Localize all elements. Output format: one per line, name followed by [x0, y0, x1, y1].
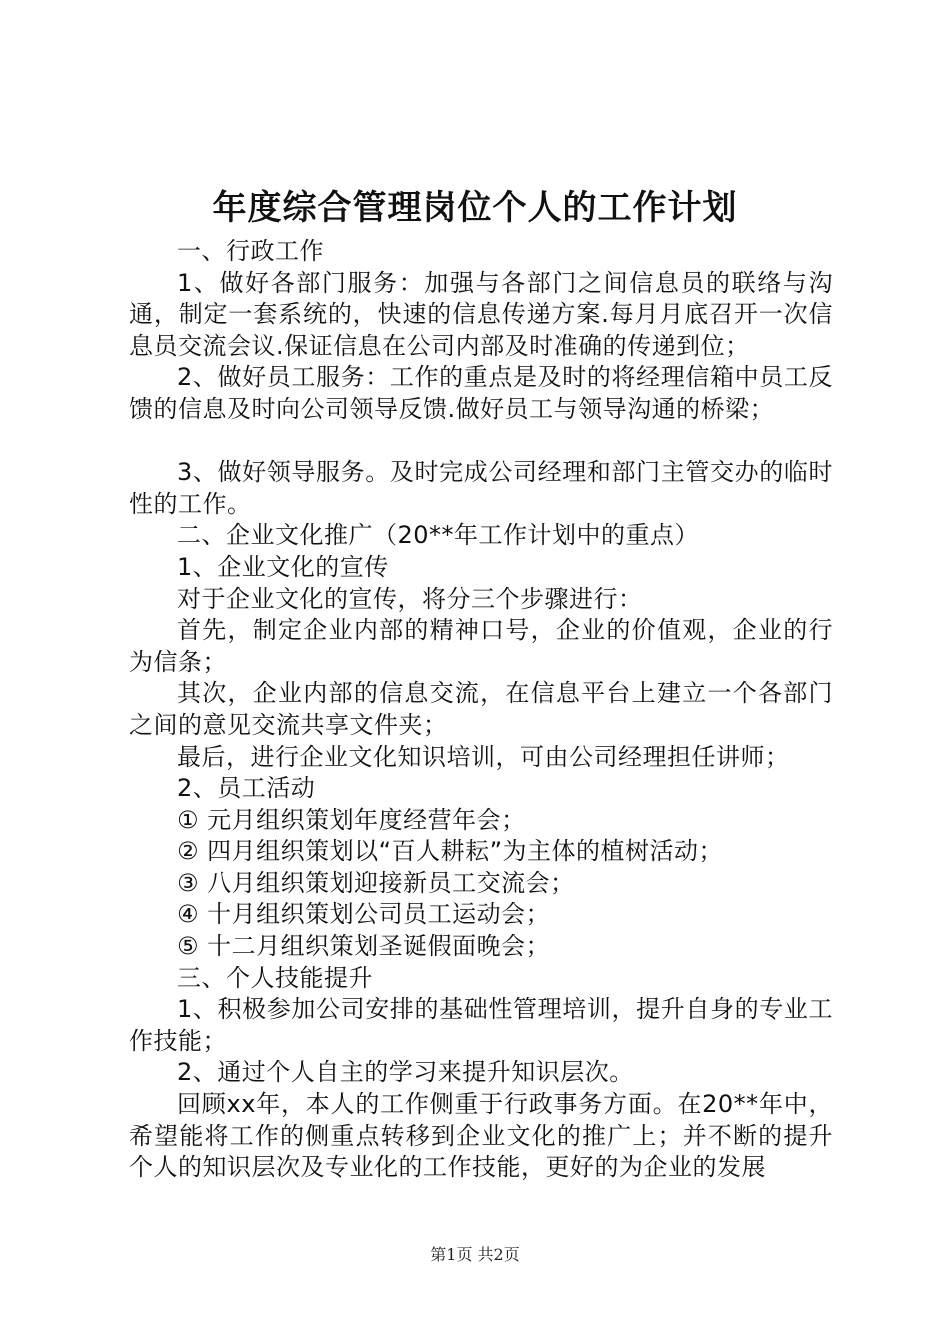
paragraph-step-first: 首先，制定企业内部的精神口号，企业的价值观，企业的行为信条；	[129, 616, 833, 676]
subheading-employee-activities: 2、员工活动	[177, 774, 316, 803]
page-footer: 第1页 共2页	[430, 1245, 520, 1264]
document-body	[129, 236, 833, 1184]
paragraph-leader-service: 3、做好领导服务。及时完成公司经理和部门主管交办的临时性的工作。	[129, 458, 833, 518]
document-title: 年度综合管理岗位个人的工作计划	[212, 188, 738, 228]
paragraph-review: 回顾xx年，本人的工作侧重于行政事务方面。在20**年中，希望能将工作的侧重点转移到企业文化的推广上；并不断的提升个人的知识层次及专业化的工作技能，更好的为企业的发展	[129, 1090, 833, 1182]
paragraph-three-steps: 对于企业文化的宣传，将分三个步骤进行：	[177, 584, 643, 613]
list-item-activity-december: ⑤ 十二月组织策划圣诞假面晚会；	[177, 932, 551, 961]
paragraph-self-study: 2、通过个人自主的学习来提升知识层次。	[177, 1058, 634, 1087]
section-heading-culture: 二、企业文化推广（20**年工作计划中的重点）	[177, 521, 700, 550]
list-item-activity-april: ② 四月组织策划以“百人耕耘”为主体的植树活动；	[177, 837, 724, 866]
paragraph-department-service: 1、做好各部门服务：加强与各部门之间信息员的联络与沟通，制定一套系统的，快速的信息传递方案.每月月底召开一次信息员交流会议.保证信息在公司内部及时准确的传递到位；	[129, 268, 833, 360]
paragraph-step-second: 其次，企业内部的信息交流，在信息平台上建立一个各部门之间的意见交流共享文件夹；	[129, 679, 833, 739]
list-item-activity-october: ④ 十月组织策划公司员工运动会；	[177, 900, 551, 929]
section-heading-skills: 三、个人技能提升	[177, 963, 373, 992]
list-item-activity-august: ③ 八月组织策划迎接新员工交流会；	[177, 868, 575, 897]
section-heading-admin: 一、行政工作	[177, 237, 324, 265]
paragraph-skill-training: 1、积极参加公司安排的基础性管理培训，提升自身的专业工作技能；	[129, 995, 833, 1055]
paragraph-step-last: 最后，进行企业文化知识培训，可由公司经理担任讲师；	[177, 742, 790, 771]
list-item-activity-january: ① 元月组织策划年度经营年会；	[177, 805, 526, 834]
subheading-culture-promotion: 1、企业文化的宣传	[177, 552, 389, 581]
paragraph-employee-service: 2、做好员工服务：工作的重点是及时的将经理信箱中员工反馈的信息及时向公司领导反馈.做好员工与领导沟通的桥梁；	[129, 363, 833, 423]
